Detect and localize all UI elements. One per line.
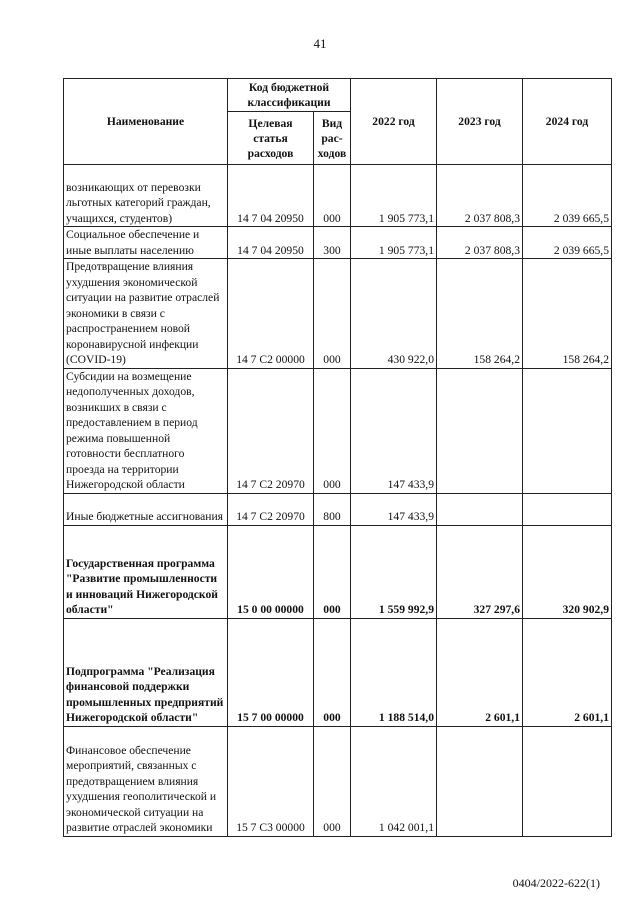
row-value-2024 (523, 726, 612, 836)
header-expense-type: Вид рас-ходов (314, 112, 351, 165)
page-number: 41 (313, 36, 327, 51)
row-value-2023 (437, 493, 523, 525)
row-value-2024 (523, 493, 612, 525)
row-name: Государственная программа "Развитие промышленности и инноваций Нижегородской области" (64, 525, 228, 618)
row-name: возникающих от перевозки льготных категорий граждан, учащихся, студентов) (64, 165, 228, 227)
table-row (64, 368, 612, 493)
table-row (64, 259, 612, 369)
row-target-code: 15 0 00 00000 (228, 525, 314, 618)
row-expense-type: 000 (314, 525, 351, 618)
row-name: Субсидии на возмещение недополученных доходов, возникших в связи с предоставлением в период режима повышенной готовности бесплатного проезда на территории Нижегородской области (64, 368, 228, 493)
row-value-2022: 147 433,9 (351, 368, 437, 493)
row-value-2023 (437, 726, 523, 836)
row-value-2022: 1 905 773,1 (351, 165, 437, 227)
table-row (64, 618, 612, 726)
row-value-2023: 2 037 808,3 (437, 227, 523, 259)
row-value-2024 (523, 368, 612, 493)
row-value-2023: 2 601,1 (437, 618, 523, 726)
row-expense-type: 000 (314, 726, 351, 836)
row-value-2022: 1 905 773,1 (351, 227, 437, 259)
row-expense-type: 000 (314, 368, 351, 493)
table-header (64, 79, 612, 165)
table-row (64, 726, 612, 836)
row-name: Финансовое обеспечение мероприятий, связанных с предотвращением влияния ухудшения геополитической и экономической ситуации на развитие отраслей экономики (64, 726, 228, 836)
header-target-article: Целевая статья расходов (228, 112, 314, 165)
row-value-2022: 1 042 001,1 (351, 726, 437, 836)
row-value-2024: 2 039 665,5 (523, 165, 612, 227)
row-value-2023: 2 037 808,3 (437, 165, 523, 227)
row-value-2022: 430 922,0 (351, 259, 437, 369)
row-value-2022: 1 559 992,9 (351, 525, 437, 618)
header-code-group: Код бюджетной классификации (228, 79, 351, 112)
row-expense-type: 800 (314, 493, 351, 525)
row-expense-type: 000 (314, 259, 351, 369)
row-value-2023 (437, 368, 523, 493)
table-row (64, 227, 612, 259)
budget-table (63, 78, 612, 837)
header-2023: 2023 год (437, 79, 523, 165)
row-name: Предотвращение влияния ухудшения экономической ситуации на развитие отраслей экономики в связи с распространением новой коронавирусной инфекции (COVID-19) (64, 259, 228, 369)
row-expense-type: 000 (314, 618, 351, 726)
row-expense-type: 000 (314, 165, 351, 227)
row-value-2023: 327 297,6 (437, 525, 523, 618)
row-value-2023: 158 264,2 (437, 259, 523, 369)
row-name: Социальное обеспечение и иные выплаты населению (64, 227, 228, 259)
row-value-2024: 2 601,1 (523, 618, 612, 726)
row-target-code: 14 7 04 20950 (228, 227, 314, 259)
table-row (64, 493, 612, 525)
header-name: Наименование (64, 79, 228, 165)
row-target-code: 14 7 C2 20970 (228, 493, 314, 525)
header-2022: 2022 год (351, 79, 437, 165)
row-target-code: 14 7 04 20950 (228, 165, 314, 227)
row-value-2022: 147 433,9 (351, 493, 437, 525)
table-body (64, 165, 612, 837)
table-row (64, 165, 612, 227)
table-row (64, 525, 612, 618)
document-id: 0404/2022-622(1) (512, 876, 600, 890)
row-value-2024: 320 902,9 (523, 525, 612, 618)
row-target-code: 15 7 C3 00000 (228, 726, 314, 836)
row-value-2022: 1 188 514,0 (351, 618, 437, 726)
row-value-2024: 158 264,2 (523, 259, 612, 369)
header-2024: 2024 год (523, 79, 612, 165)
row-target-code: 14 7 C2 00000 (228, 259, 314, 369)
row-name: Подпрограмма "Реализация финансовой поддержки промышленных предприятий Нижегородской области" (64, 618, 228, 726)
row-target-code: 15 7 00 00000 (228, 618, 314, 726)
row-target-code: 14 7 C2 20970 (228, 368, 314, 493)
row-name: Иные бюджетные ассигнования (64, 493, 228, 525)
row-expense-type: 300 (314, 227, 351, 259)
row-value-2024: 2 039 665,5 (523, 227, 612, 259)
